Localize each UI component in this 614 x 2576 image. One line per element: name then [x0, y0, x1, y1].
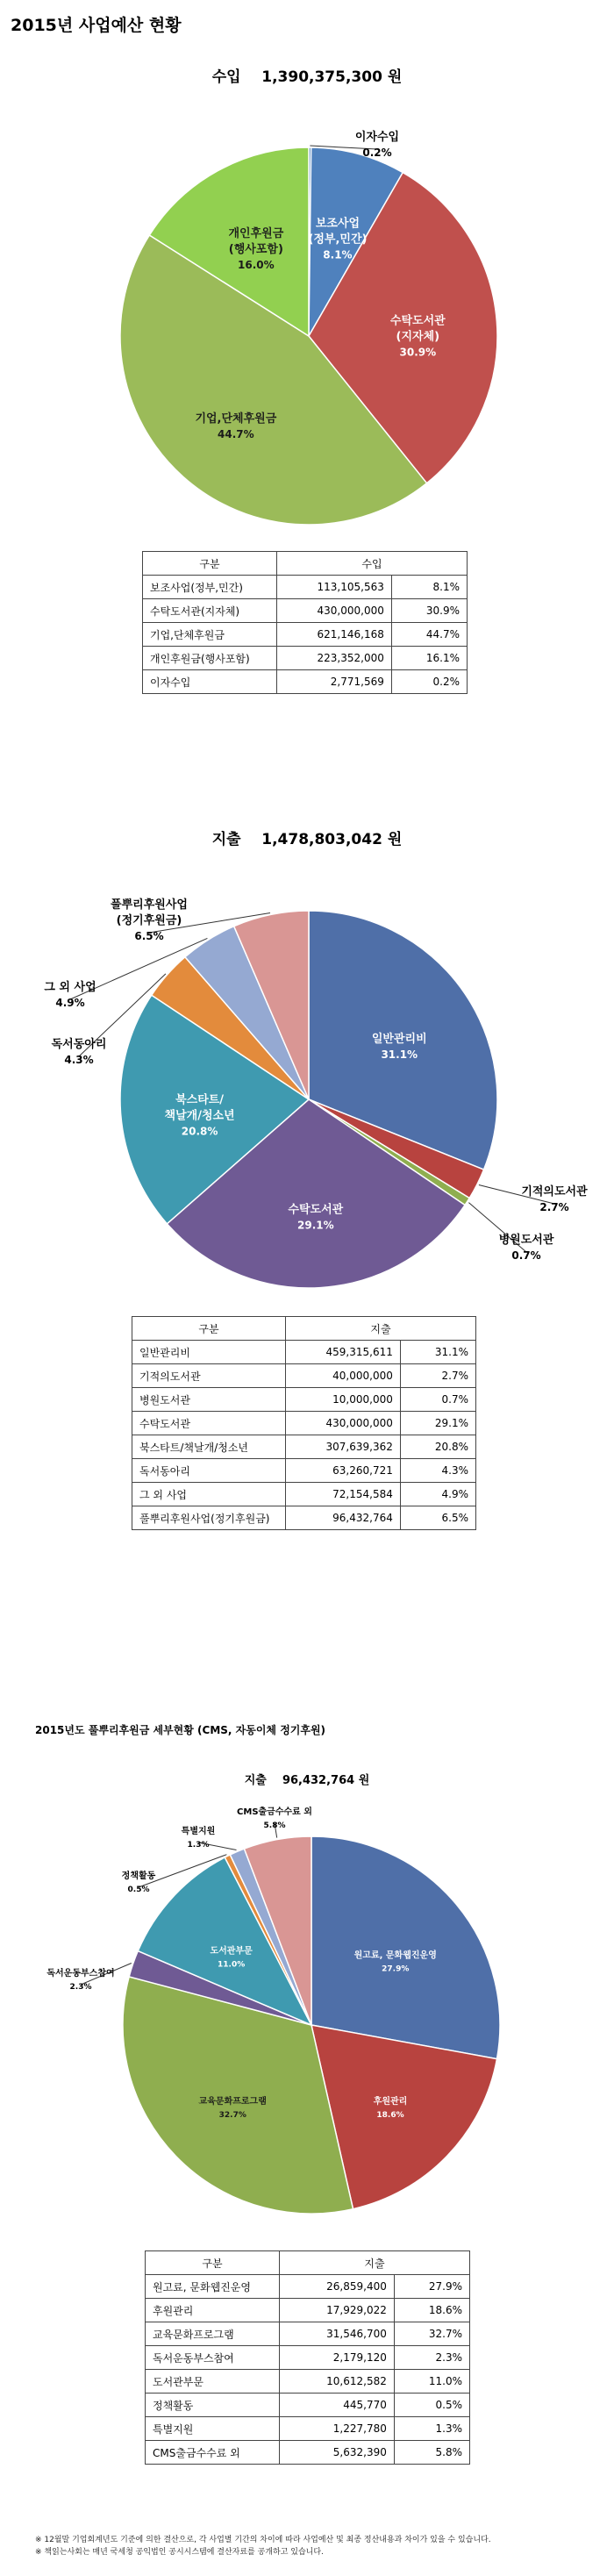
slice-pct-label: 0.7%	[511, 1249, 541, 1262]
slice-pct-label: 5.8%	[263, 1821, 286, 1830]
slice-label: (정기후원금)	[116, 914, 182, 927]
expense-pie-chart	[0, 855, 614, 1312]
slice-label: 기업,단체후원금	[195, 411, 277, 426]
header-category: 구분	[146, 2251, 280, 2275]
expense-table-header	[132, 1317, 476, 1341]
row-pct: 8.1%	[391, 576, 467, 599]
row-amount: 307,639,362	[286, 1435, 401, 1459]
grassroots-title: 지출 96,432,764 원	[244, 1774, 370, 1787]
slice-label: 기적의도서관	[521, 1185, 588, 1199]
row-name: 독서동아리	[132, 1459, 286, 1483]
page-title: 2015년 사업예산 현황	[11, 16, 182, 35]
row-amount: 40,000,000	[286, 1364, 401, 1388]
slice-label: 정책활동	[121, 1871, 156, 1881]
slice-label: 독서운동부스참여	[46, 1969, 115, 1979]
slice-label: 북스타트/	[175, 1093, 225, 1107]
table-row	[132, 1506, 476, 1530]
income-table	[142, 551, 468, 694]
row-name: 후원관리	[146, 2299, 280, 2322]
table-row	[146, 2370, 470, 2394]
row-name: 기업,단체후원금	[143, 623, 277, 647]
row-pct: 29.1%	[400, 1412, 475, 1435]
slice-label: 이자수입	[354, 131, 400, 144]
table-row	[143, 599, 468, 623]
row-amount: 445,770	[280, 2394, 395, 2417]
row-pct: 16.1%	[391, 647, 467, 670]
slice-pct-label: 30.9%	[399, 346, 437, 359]
slice-pct-label: 31.1%	[381, 1048, 418, 1062]
slice-label: 독서동아리	[51, 1038, 107, 1051]
slice-label: CMS출금수수료 외	[237, 1807, 312, 1817]
slice-label: 개인후원금	[228, 226, 284, 240]
slice-label: 그 외 사업	[44, 981, 96, 994]
slice-pct-label: 11.0%	[218, 1960, 246, 1970]
table-row	[132, 1341, 476, 1364]
row-amount: 10,612,582	[280, 2370, 395, 2394]
slice-label: (행사포함)	[228, 242, 283, 256]
row-pct: 18.6%	[394, 2299, 469, 2322]
slice-label: 교육문화프로그램	[198, 2097, 267, 2107]
row-amount: 621,146,168	[277, 623, 392, 647]
row-name: CMS출금수수료 외	[146, 2441, 280, 2465]
income-title: 수입 1,390,375,300 원	[211, 68, 403, 86]
table-row	[132, 1435, 476, 1459]
row-amount: 2,771,569	[277, 670, 392, 694]
grassroots-table-header	[146, 2251, 470, 2275]
table-row	[146, 2394, 470, 2417]
table-row	[143, 623, 468, 647]
row-pct: 30.9%	[391, 599, 467, 623]
slice-label: (지자체)	[396, 330, 440, 344]
slice-label: 수탁도서관	[288, 1203, 344, 1217]
slice-pct-label: 0.2%	[362, 147, 392, 159]
pie-slices	[120, 147, 497, 525]
row-amount: 10,000,000	[286, 1388, 401, 1412]
row-name: 보조사업(정부,민간)	[143, 576, 277, 599]
expense-table	[132, 1316, 476, 1530]
row-pct: 6.5%	[400, 1506, 475, 1530]
table-row	[146, 2441, 470, 2465]
row-pct: 31.1%	[400, 1341, 475, 1364]
row-pct: 32.7%	[394, 2322, 469, 2346]
slice-0	[311, 1836, 500, 2059]
row-name: 수탁도서관(지자체)	[143, 599, 277, 623]
row-pct: 44.7%	[391, 623, 467, 647]
row-amount: 31,546,700	[280, 2322, 395, 2346]
row-pct: 4.3%	[400, 1459, 475, 1483]
slice-pct-label: 16.0%	[238, 258, 275, 271]
row-name: 병원도서관	[132, 1388, 286, 1412]
table-row	[146, 2299, 470, 2322]
row-name: 원고료, 문화웹진운영	[146, 2275, 280, 2299]
table-row	[132, 1459, 476, 1483]
footnotes	[35, 2534, 491, 2558]
table-row	[143, 670, 468, 694]
grassroots-table	[145, 2250, 470, 2465]
row-pct: 0.7%	[400, 1388, 475, 1412]
row-name: 이자수입	[143, 670, 277, 694]
row-name: 정책활동	[146, 2394, 280, 2417]
row-pct: 1.3%	[394, 2417, 469, 2441]
pie-slices	[123, 1836, 500, 2214]
slice-label: 보조사업	[315, 217, 361, 231]
slice-label: 특별지원	[181, 1827, 216, 1836]
row-name: 교육문화프로그램	[146, 2322, 280, 2346]
slice-label: 후원관리	[373, 2096, 408, 2107]
row-name: 북스타트/책날개/청소년	[132, 1435, 286, 1459]
row-pct: 0.5%	[394, 2394, 469, 2417]
row-pct: 5.8%	[394, 2441, 469, 2465]
table-row	[146, 2322, 470, 2346]
slice-pct-label: 18.6%	[376, 2110, 404, 2120]
row-amount: 2,179,120	[280, 2346, 395, 2370]
row-name: 특별지원	[146, 2417, 280, 2441]
slice-pct-label: 1.3%	[187, 1841, 210, 1850]
slice-label: 책날개/청소년	[164, 1109, 235, 1123]
slice-label: 수탁도서관	[389, 314, 446, 328]
row-name: 도서관부문	[146, 2370, 280, 2394]
row-name: 수탁도서관	[132, 1412, 286, 1435]
row-amount: 1,227,780	[280, 2417, 395, 2441]
row-amount: 63,260,721	[286, 1459, 401, 1483]
table-row	[146, 2275, 470, 2299]
table-row	[146, 2417, 470, 2441]
footnote: ※ 책읽는사회는 매년 국세청 공익법인 공시시스템에 결산자료를 공개하고 있습니다.	[35, 2548, 324, 2557]
table-row	[143, 576, 468, 599]
row-amount: 96,432,764	[286, 1506, 401, 1530]
header-expense: 지출	[280, 2251, 470, 2275]
slice-label: 원고료, 문화웹진운영	[353, 1950, 437, 1961]
row-name: 개인후원금(행사포함)	[143, 647, 277, 670]
table-row	[132, 1364, 476, 1388]
table-row	[132, 1483, 476, 1506]
header-income: 수입	[277, 552, 468, 576]
slice-pct-label: 2.7%	[539, 1201, 569, 1213]
row-pct: 0.2%	[391, 670, 467, 694]
row-amount: 26,859,400	[280, 2275, 395, 2299]
slice-pct-label: 8.1%	[323, 248, 353, 261]
header-category: 구분	[143, 552, 277, 576]
header-expense: 지출	[286, 1317, 476, 1341]
slice-label: 도서관부문	[210, 1946, 253, 1957]
table-row	[146, 2346, 470, 2370]
slice-pct-label: 2.3%	[69, 1983, 92, 1992]
slice-pct-label: 20.8%	[181, 1125, 218, 1138]
slice-label: (정부,민간)	[308, 233, 368, 247]
income-table-header	[143, 552, 468, 576]
table-row	[132, 1388, 476, 1412]
row-pct: 20.8%	[400, 1435, 475, 1459]
income-pie-chart	[0, 97, 614, 535]
slice-pct-label: 29.1%	[297, 1219, 334, 1232]
slice-pct-label: 32.7%	[218, 2111, 246, 2121]
row-pct: 2.7%	[400, 1364, 475, 1388]
expense-title: 지출 1,478,803,042 원	[211, 831, 403, 848]
row-name: 독서운동부스참여	[146, 2346, 280, 2370]
row-name: 풀뿌리후원사업(정기후원금)	[132, 1506, 286, 1530]
grassroots-subtitle: 2015년도 풀뿌리후원금 세부현황 (CMS, 자동이체 정기후원)	[35, 1724, 326, 1736]
row-name: 기적의도서관	[132, 1364, 286, 1388]
table-row	[143, 647, 468, 670]
slice-label: 일반관리비	[371, 1033, 427, 1047]
row-pct: 11.0%	[394, 2370, 469, 2394]
row-amount: 459,315,611	[286, 1341, 401, 1364]
slice-pct-label: 0.5%	[127, 1885, 150, 1894]
row-amount: 17,929,022	[280, 2299, 395, 2322]
row-pct: 27.9%	[394, 2275, 469, 2299]
slice-pct-label: 6.5%	[134, 930, 164, 942]
slice-pct-label: 27.9%	[382, 1964, 410, 1974]
row-amount: 5,632,390	[280, 2441, 395, 2465]
grassroots-pie-chart	[0, 1794, 614, 2242]
row-amount: 223,352,000	[277, 647, 392, 670]
row-amount: 72,154,584	[286, 1483, 401, 1506]
row-amount: 430,000,000	[277, 599, 392, 623]
row-name: 그 외 사업	[132, 1483, 286, 1506]
slice-label: 병원도서관	[498, 1234, 554, 1247]
row-amount: 113,105,563	[277, 576, 392, 599]
slice-label: 풀뿌리후원사업	[111, 898, 188, 912]
table-row	[132, 1412, 476, 1435]
slice-pct-label: 44.7%	[218, 427, 254, 440]
slice-pct-label: 4.3%	[64, 1054, 94, 1066]
header-category: 구분	[132, 1317, 286, 1341]
row-pct: 4.9%	[400, 1483, 475, 1506]
footnote: ※ 12월말 기업회계년도 기준에 의한 결산으로, 각 사업별 기간의 차이에 따라 사업예산 및 최종 정산내용과 차이가 있을 수 있습니다.	[35, 2536, 491, 2544]
row-name: 일반관리비	[132, 1341, 286, 1364]
row-pct: 2.3%	[394, 2346, 469, 2370]
slice-pct-label: 4.9%	[55, 997, 85, 1009]
row-amount: 430,000,000	[286, 1412, 401, 1435]
